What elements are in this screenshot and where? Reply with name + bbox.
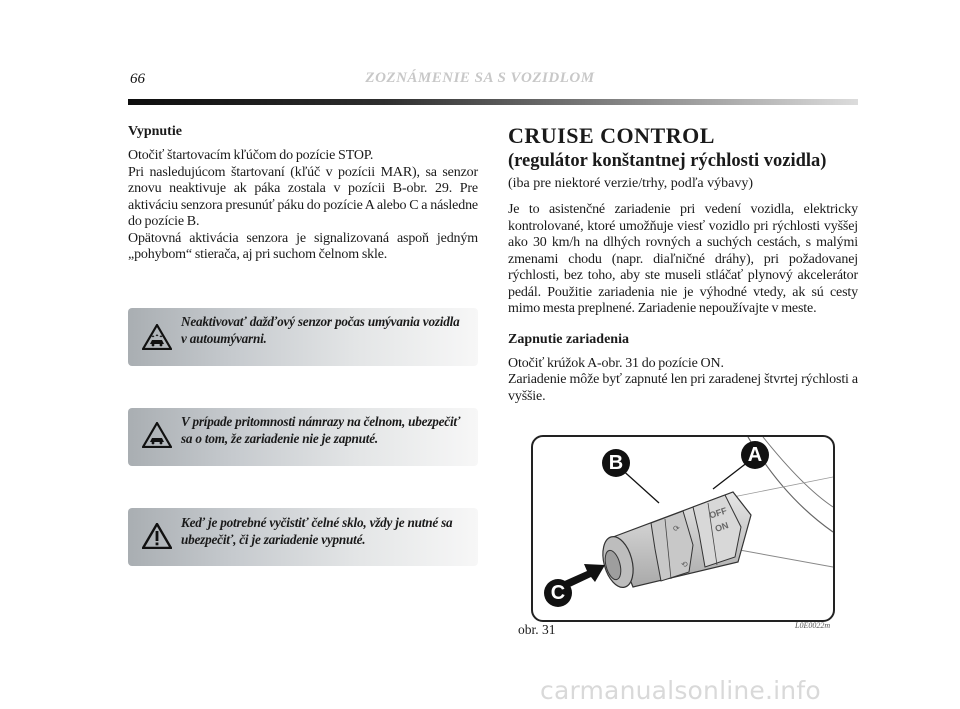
warning-box-exclamation bbox=[128, 508, 478, 566]
watermark: carmanualsonline.info bbox=[540, 676, 821, 705]
callout-c: C bbox=[544, 579, 572, 607]
vypnutie-paragraph: Otočiť štartovacím kľúčom do pozície STOP. Pri nasledujúcom štartovaní (kľúč v pozícii MAR), sa senzor znovu neaktivuje ak páka zostala v pozícii B-obr. 29. Pre aktiváciu senzora presunúť páku do pozície A alebo C a následne do pozície B. Opätovná aktivácia senzora je signalizovaná aspoň jedným „pohybom“ stierača, aj pri suchom čelnom skle. bbox=[128, 148, 478, 262]
warning-text-car-wash: Neaktivovať dažďový senzor počas umývania vozidla v autoumývarni. bbox=[181, 314, 460, 346]
lever-label-on: ON bbox=[713, 520, 730, 534]
cruise-control-title: CRUISE CONTROL bbox=[508, 123, 715, 148]
section-heading-zapnutie: Zapnutie zariadenia bbox=[508, 331, 629, 347]
figure-code: L0E0022m bbox=[795, 621, 831, 630]
warning-text-exclamation: Keď je potrebné vyčistiť čelné sklo, vždy je nutné sa ubezpečiť, či je zariadenie vypnuté. bbox=[181, 515, 453, 547]
ice-warning-icon bbox=[142, 422, 172, 448]
figure-caption: obr. 31 bbox=[518, 622, 556, 637]
right-column bbox=[508, 124, 858, 405]
callout-a: A bbox=[741, 441, 769, 469]
lever-illustration bbox=[533, 437, 833, 620]
warning-box-ice bbox=[128, 408, 478, 466]
page-number: 66 bbox=[130, 71, 145, 87]
svg-text:⟲: ⟲ bbox=[681, 560, 688, 569]
cruise-control-subtitle: (regulátor konštantnej rýchlosti vozidla) bbox=[508, 151, 827, 171]
lever-label-off: OFF bbox=[707, 505, 729, 521]
variant-note: (iba pre niektoré verzie/trhy, podľa výbavy) bbox=[508, 176, 754, 191]
exclamation-warning-icon bbox=[142, 523, 172, 549]
running-header: ZOZNÁMENIE SA S VOZIDLOM bbox=[365, 70, 595, 86]
left-column bbox=[128, 124, 478, 264]
svg-text:⟳: ⟳ bbox=[673, 524, 680, 533]
warning-text-ice: V prípade pritomnosti námrazy na čelnom, ubezpečiť sa o tom, že zariadenie nie je zapnuté. bbox=[181, 414, 461, 446]
car-wash-warning-icon bbox=[142, 324, 172, 350]
header-rule bbox=[128, 99, 858, 105]
cruise-control-intro: Je to asistenčné zariadenie pri vedení vozidla, elektricky kontrolované, ktoré umožňuje viesť vozidlo pri rýchlosti vyššej ako 30 km/h na dlhých rovných a suchých cestách, s malými zmenami chodu (napr. diaľničné dráhy), pri požadovanej rýchlosti, bez toho, aby ste museli stláčať plynový akcelerátor pedál. Použitie zariadenia nie je výhodné vtedy, ak sú cesty mimo mesta preplnené. Zariadenie nepoužívajte v meste. bbox=[508, 202, 858, 316]
callout-b: B bbox=[602, 449, 630, 477]
zapnutie-paragraph: Otočiť krúžok A-obr. 31 do pozície ON. Zariadenie môže byť zapnuté len pri zaradenej štvrtej rýchlosti a vyššie. bbox=[508, 355, 858, 404]
section-heading-vypnutie: Vypnutie bbox=[128, 124, 182, 139]
figure-cruise-control-lever bbox=[531, 435, 835, 622]
warning-box-car-wash bbox=[128, 308, 478, 366]
